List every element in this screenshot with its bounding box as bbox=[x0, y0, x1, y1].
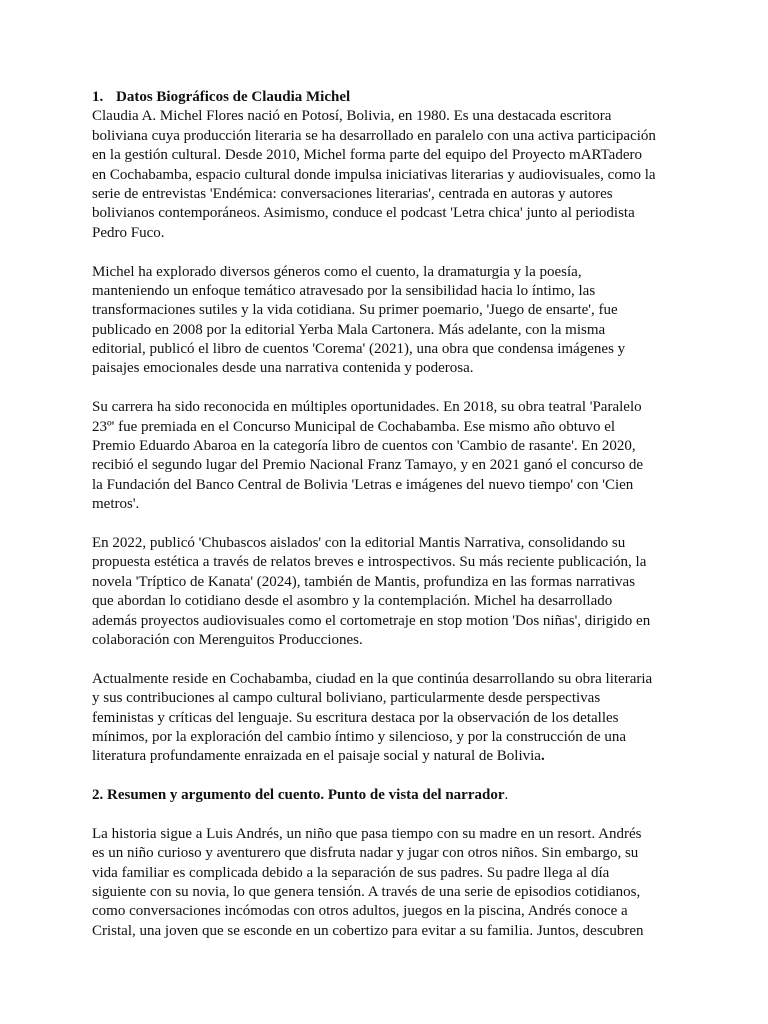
biography-paragraph-3 bbox=[92, 398, 708, 514]
paragraph-line: Pedro Fuco. bbox=[92, 224, 165, 241]
paragraph-line: es un niño curioso y aventurero que disfruta nadar y jugar con otros niños. Sin embargo, su bbox=[92, 845, 639, 862]
paragraph-line: transformaciones sutiles y la vida cotidiana. Su primer poemario, 'Juego de ensarte', fue bbox=[92, 302, 618, 319]
paragraph-line: que abordan lo cotidiano desde el asombro y la contemplación. Michel ha desarrollado bbox=[92, 593, 613, 610]
paragraph-line: propuesta estética a través de relatos breves e introspectivos. Su más reciente publicación, la bbox=[92, 554, 647, 571]
paragraph-bold-period: . bbox=[540, 748, 545, 765]
paragraph-line: Cristal, una joven que se esconde en un cobertizo para evitar a su familia. Juntos, descubren bbox=[92, 922, 644, 939]
paragraph-line: feministas y críticas del lenguaje. Su escritura destaca por la observación de los detalles bbox=[92, 709, 619, 726]
paragraph-line: Michel ha explorado diversos géneros como el cuento, la dramaturgia y la poesía, bbox=[92, 263, 582, 280]
paragraph-line: Su carrera ha sido reconocida en múltiples oportunidades. En 2018, su obra teatral 'Paralelo bbox=[92, 399, 642, 416]
paragraph-line: como conversaciones incómodas con otros adultos, juegos en la piscina, Andrés conoce a bbox=[92, 903, 628, 920]
paragraph-line: manteniendo un enfoque temático atravesado por la sensibilidad hacia lo íntimo, las bbox=[92, 282, 596, 299]
paragraph-gap bbox=[92, 243, 708, 262]
paragraph-line: metros'. bbox=[92, 496, 140, 513]
paragraph-line-text: literatura profundamente enraizada en el paisaje social y natural de Bolivia bbox=[92, 748, 541, 765]
paragraph-line: en Cochabamba, espacio cultural donde impulsa iniciativas literarias y audiovisuales, como la bbox=[92, 166, 656, 183]
paragraph-line: mínimos, por la exploración del cambio íntimo y silencioso, y por la construcción de una bbox=[92, 728, 627, 745]
paragraph-line bbox=[92, 747, 708, 766]
paragraph-line: boliviana cuya producción literaria se ha desarrollado en paralelo con una activa participación bbox=[92, 127, 656, 144]
section-2-title: 2. Resumen y argumento del cuento. Punto de vista del narrador bbox=[92, 787, 505, 804]
paragraph-line: bolivianos contemporáneos. Asimismo, conduce el podcast 'Letra chica' junto al periodista bbox=[92, 205, 635, 222]
biography-paragraph-2 bbox=[92, 263, 708, 379]
section-1-title: Datos Biográficos de Claudia Michel bbox=[116, 89, 351, 105]
paragraph-gap bbox=[92, 805, 708, 824]
section-2-title-period: . bbox=[504, 787, 509, 804]
biography-paragraph-4 bbox=[92, 534, 708, 650]
biography-paragraph-1 bbox=[92, 107, 708, 243]
summary-paragraph-1 bbox=[92, 825, 708, 941]
paragraph-line: La historia sigue a Luis Andrés, un niño que pasa tiempo con su madre en un resort. Andrés bbox=[92, 825, 642, 842]
paragraph-line: En 2022, publicó 'Chubascos aislados' con la editorial Mantis Narrativa, consolidando su bbox=[92, 534, 626, 551]
paragraph-line: la Fundación del Banco Central de Bolivia 'Letras e imágenes del nuevo tiempo' con 'Cien bbox=[92, 476, 634, 493]
paragraph-line: en la gestión cultural. Desde 2010, Michel forma parte del equipo del Proyecto mARTadero bbox=[92, 147, 642, 164]
paragraph-line: y sus contribuciones al campo cultural boliviano, particularmente desde perspectivas bbox=[92, 690, 601, 707]
paragraph-gap bbox=[92, 650, 708, 669]
section-2-heading bbox=[92, 786, 708, 805]
paragraph-line: colaboración con Merenguitos Producciones. bbox=[92, 631, 363, 648]
section-1-number: 1. bbox=[92, 89, 104, 105]
paragraph-line: Premio Eduardo Abaroa en la categoría libro de cuentos con 'Cambio de rasante'. En 2020, bbox=[92, 438, 636, 455]
paragraph-line: publicado en 2008 por la editorial Yerba Mala Cartonera. Más adelante, con la misma bbox=[92, 321, 606, 338]
paragraph-line: Claudia A. Michel Flores nació en Potosí, Bolivia, en 1980. Es una destacada escritora bbox=[92, 108, 612, 125]
paragraph-line: paisajes emocionales desde una narrativa contenida y poderosa. bbox=[92, 360, 474, 377]
section-1-heading bbox=[92, 88, 708, 107]
paragraph-line: además proyectos audiovisuales como el cortometraje en stop motion 'Dos niñas', dirigido en bbox=[92, 612, 651, 629]
paragraph-gap bbox=[92, 767, 708, 786]
paragraph-line: recibió el segundo lugar del Premio Nacional Franz Tamayo, y en 2021 ganó el concurso de bbox=[92, 457, 644, 474]
biography-paragraph-5 bbox=[92, 670, 708, 767]
paragraph-gap bbox=[92, 379, 708, 398]
paragraph-line: Actualmente reside en Cochabamba, ciudad en la que continúa desarrollando su obra literaria bbox=[92, 670, 653, 687]
paragraph-line: vida familiar es complicada debido a la separación de sus padres. Su padre llega al día bbox=[92, 864, 610, 881]
paragraph-line: serie de entrevistas 'Endémica: conversaciones literarias', centrada en autoras y autores bbox=[92, 185, 613, 202]
paragraph-gap bbox=[92, 515, 708, 534]
paragraph-line: novela 'Tríptico de Kanata' (2024), también de Mantis, profundiza en las formas narrativas bbox=[92, 573, 636, 590]
paragraph-line: editorial, publicó el libro de cuentos 'Corema' (2021), una obra que condensa imágenes y bbox=[92, 341, 626, 358]
paragraph-line: 23º' fue premiada en el Concurso Municipal de Cochabamba. Ese mismo año obtuvo el bbox=[92, 418, 616, 435]
paragraph-line: siguiente con su novia, lo que genera tensión. A través de una serie de episodios cotidianos, bbox=[92, 884, 641, 901]
